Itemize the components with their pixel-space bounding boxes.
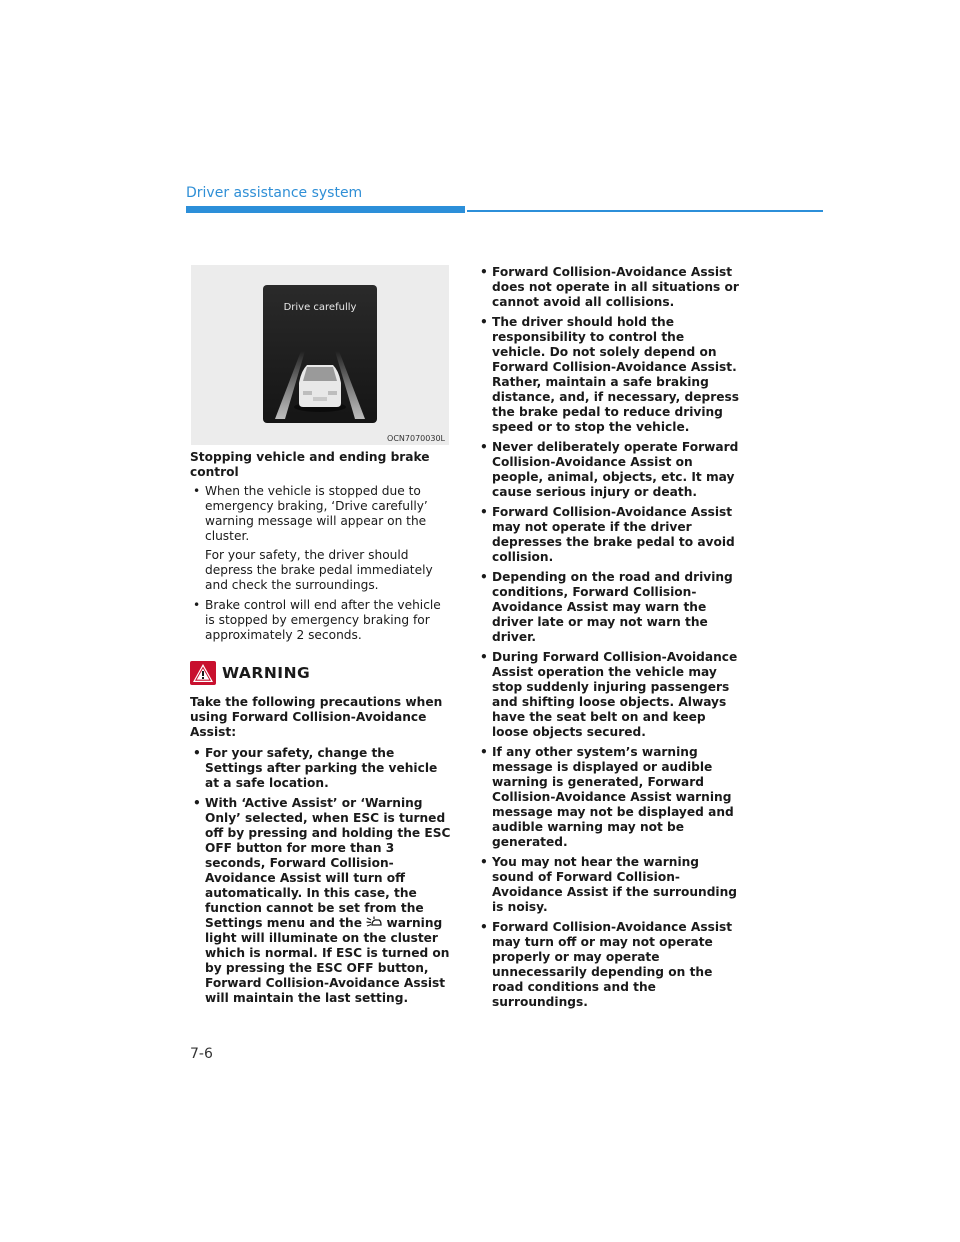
list-item: • The driver should hold the responsibility to control the vehicle. Do not solely depend on Forward Collision-Avoidance Assist. Rather, maintain a safe braking distance, and, if necessary, depress the brake pedal to reduce driving speed or to stop the vehicle. [477,315,739,435]
header-rule-thin [467,210,823,212]
instrument-cluster [263,285,377,423]
car-road-icon [263,285,377,423]
list-item-text: When the vehicle is stopped due to emergency braking, ‘Drive carefully’ warning message will appear on the cluster. [205,484,428,543]
cluster-message: Drive carefully [283,302,357,313]
list-item: • During Forward Collision-Avoidance Assist operation the vehicle may stop suddenly injuring passengers and shifting loose objects. Always have the seat belt on and keep loose objects secured. [477,650,739,740]
list-item: • Depending on the road and driving conditions, Forward Collision-Avoidance Assist may warn the driver late or may not warn the driver. [477,570,739,645]
figure-code: OCN7070030L [387,434,445,443]
subsection-heading: Stopping vehicle and ending brake control [190,450,430,479]
list-item: • If any other system’s warning message is displayed or audible warning is generated, Forward Collision-Avoidance Assist warning message may not be displayed and audible warning may not be generated. [477,745,739,850]
info-list [190,484,452,643]
list-item: • For your safety, change the Settings after parking the vehicle at a safe location. [190,746,452,791]
warning-list [190,746,452,1006]
warning-list-continued [477,265,739,1010]
cluster-figure [191,265,449,445]
list-item: • Never deliberately operate Forward Collision-Avoidance Assist on people, animal, objects, etc. It may cause serious injury or death. [477,440,739,500]
list-item: • Forward Collision-Avoidance Assist may not operate if the driver depresses the brake pedal to avoid collision. [477,505,739,565]
warning-triangle-icon [190,661,216,685]
list-item: • Forward Collision-Avoidance Assist does not operate in all situations or cannot avoid all collisions. [477,265,739,310]
forward-collision-warning-icon [366,916,382,928]
right-column [477,265,739,1015]
list-item: • You may not hear the warning sound of Forward Collision-Avoidance Assist if the surrounding is noisy. [477,855,739,915]
list-item: • Brake control will end after the vehicle is stopped by emergency braking for approximately 2 seconds. [190,598,452,643]
list-item: • Forward Collision-Avoidance Assist may turn off or may not operate properly or may operate unnecessarily depending on the road conditions and the surroundings. [477,920,739,1010]
warning-intro: Take the following precautions when using Forward Collision-Avoidance Assist: [190,695,443,739]
page-number: 7-6 [190,1046,213,1062]
warning-title: WARNING [222,663,311,682]
warning-heading [190,661,452,685]
list-item [190,796,452,1006]
list-item-continuation: For your safety, the driver should depress the brake pedal immediately and check the surroundings. [205,548,433,592]
left-column [190,450,452,1011]
list-item [190,484,452,593]
section-title: Driver assistance system [186,185,363,201]
list-item-text: With ‘Active Assist’ or ‘Warning Only’ selected, when ESC is turned off by pressing and holding the ESC OFF button for more than 3 seconds, Forward Collision-Avoidance Assist will turn off automatically. In this case, the function cannot be set from the Settings menu and the [205,796,451,930]
header-rule-thick [186,206,465,213]
list-item-text: warning light will illuminate on the cluster which is normal. If ESC is turned on by pressing the ESC OFF button, Forward Collision-Avoidance Assist will maintain the last setting. [205,916,450,1005]
